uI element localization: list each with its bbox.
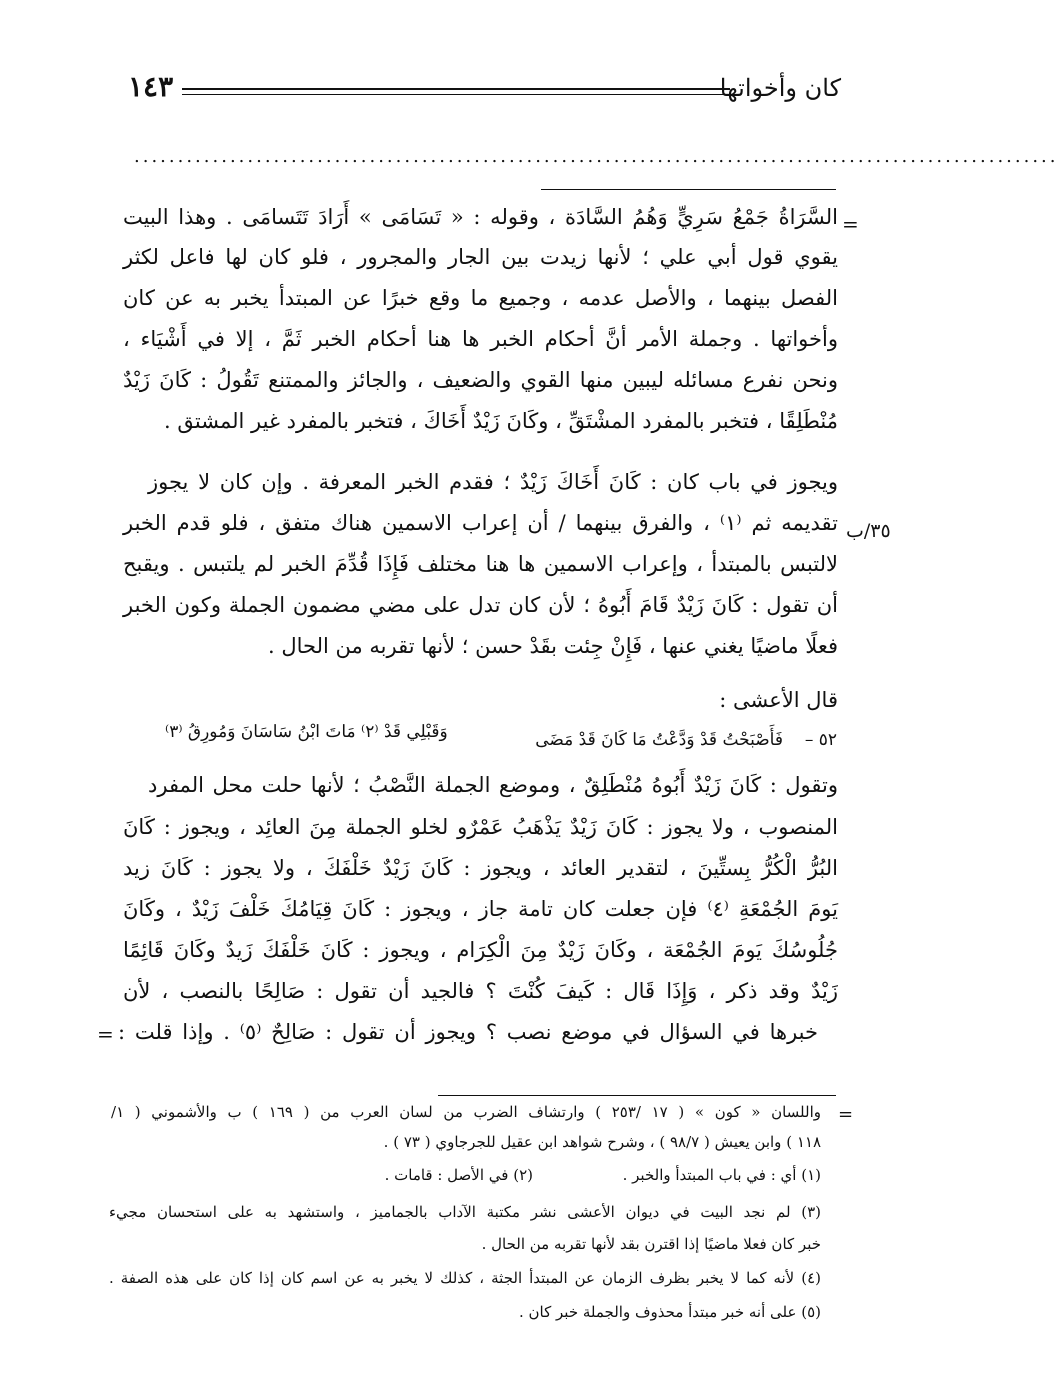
body-line: جُلُوسُكَ يَومَ الجُمْعَة ، وكَانَ زَيْدٌ مِنَ الْكِرَام ، ويجوز : كَانَ خَلْفَكَ زَيدٌ وكَانَ قَائِمًا: [123, 938, 838, 962]
footnote-continuation-line: واللسان « كون » ( ١٧ /٢٥٣ ) وارتشاف الضرب من لسان العرب من ( ١٦٩ ) ب والأشموني ( ١/: [111, 1103, 821, 1121]
verse-second-hemistich: وَقَبْلِي قَدْ ⁽٢⁾ مَاتَ ابْنُ سَاسَانَ وَمُورِقُ ⁽٣⁾: [165, 722, 448, 742]
footnote-continuation-marker: =: [838, 1104, 854, 1125]
footnote-5: (٥) على أنه خبر مبتدأ محذوف والجملة خبر كان .: [519, 1303, 821, 1321]
continuation-marker-bottom: =: [97, 1022, 114, 1046]
body-line: وتقول : كَانَ زَيْدٌ أَبُوهُ مُنْطَلِقٌ ، وموضع الجملة النَّصْبُ ؛ لأنها حلت محل المفرد: [148, 773, 838, 797]
body-line: السَّرَاةُ جَمْعُ سَرِيٍّ وَهُمُ السَّادَة ، وقوله : « تَسَامَى » أَرَادَ تَتَسامَى . وهذا البيت: [123, 205, 838, 229]
running-header-title: كان وأخواتها: [719, 74, 841, 102]
body-line: فعلًا ماضيًا يغني عنها ، فَإِنْ جِئت بقَدْ حسن ؛ لأنها تقربه من الحال .: [268, 634, 838, 658]
body-line: يقوي قول أبي علي ؛ لأنها زيدت بين الجار والمجرور ، فلو كان لها فاعل لكثر: [123, 245, 838, 269]
header-rule: [182, 88, 730, 90]
body-line: يَومَ الجُمْعَةِ ⁽٤⁾ فإن جعلت كان تامة جاز ، ويجوز : كَانَ قِيَامُكَ خَلْفَ زَيْدٌ ، وكَانَ: [123, 897, 838, 921]
continuation-marker-top: =: [842, 212, 859, 236]
verse-number: ٥٢ –: [804, 730, 837, 750]
manuscript-folio-note: ٣٥/ب: [846, 520, 891, 542]
footnote-3-line: (٣) لم نجد البيت في ديوان الأعشى نشر مكتبة الآداب بالجماميز ، واستشهد به على استحسان مجيء: [109, 1203, 821, 1221]
body-line: وأخواتها . وجملة الأمر أنَّ أحكام الخبر ها هنا أحكام الخبر ثَمَّ ، إلا في أَشْيَاء ،: [123, 327, 838, 351]
body-line: المنصوب ، ولا يجوز : كَانَ زَيْدٌ يَذْهَبُ عَمْرٌو لخلو الجملة مِنَ العائِد ، ويجوز : كَانَ: [123, 815, 838, 839]
footnote-rule: [438, 1095, 836, 1096]
body-line: البُرُّ الْكُرُّ بِستِّينَ ، لتقدير العائد ، ويجوز : كَانَ زَيْدٌ خَلْفَكَ ، ولا يجوز : كَانَ زيد: [123, 856, 838, 880]
footnote-4: (٤) لأنه كما لا يخبر بظرف الزمان عن المبتدأ الجثة ، كذلك لا يخبر به عن اسم كان إذا كان على هذه الصفة .: [109, 1269, 821, 1287]
body-line: ويجوز في باب كان : كَانَ أَخَاكَ زَيْدٌ ؛ فقدم الخبر المعرفة . وإن كان لا يجوز: [148, 470, 838, 494]
dotted-separator: ..........................................................................................................: [134, 146, 1059, 167]
verse-first-hemistich: فَأَصْبَحْتُ قَدْ وَدَّعْتُ مَا كَانَ قَدْ مَضَى: [535, 730, 783, 750]
body-line: زَيْدٌ وقد ذكر ، وَإِذَا قَال : كَيفَ كُنْتَ ؟ فالجيد أن تقول : صَالِحًا بالنصب ، لأن: [123, 979, 838, 1003]
body-line: قال الأعشى :: [719, 688, 838, 712]
body-line: مُنْطَلِقًا ، فتخبر بالمفرد المشْتَقِّ ، وكَانَ زَيْدٌ أَخَاكَ ، فتخبر بالمفرد غير المشتق .: [164, 409, 838, 433]
body-line: الفصل بينهما ، والأصل عدمه ، وجميع ما وقع خبرًا عن المبتدأ يخبر به عن كان: [123, 286, 838, 310]
footnote-1: (١) أي : في باب المبتدأ والخبر .: [622, 1166, 821, 1184]
footnote-continuation-line: ١١٨ ) وابن يعيش ( ٩٨/٧ ) ، وشرح شواهد ابن عقيل للجرجاوي ( ٧٣ ) .: [383, 1133, 821, 1151]
footnote-3-line: خبر كان فعلا ماضيًا إذا اقترن بقد لأنها تقربه من الحال .: [481, 1235, 821, 1253]
body-line: خبرها في السؤال في موضع نصب ؟ ويجوز أن تقول : صَالِحٌ ⁽٥⁾ . وإذا قلت :: [118, 1020, 818, 1044]
header-rule-thin: [182, 94, 730, 95]
page-number: ١٤٣: [128, 70, 174, 103]
section-rule: [541, 189, 836, 190]
body-line: ونحن نفرع مسائله ليبين منها القوي والضعيف ، والجائز والممتنع تَقُولُ : كَانَ زَيْدٌ: [123, 368, 838, 392]
body-line: تقديمه ثم ⁽١⁾ ، والفرق بينهما / أن إعراب الاسمين هناك متفق ، فلو قدم الخبر: [123, 511, 838, 535]
body-line: أن تقول : كَانَ زَيْدٌ قَامَ أَبُوهُ ؛ لأن كان تدل على مضي مضمون الجملة وكون الخبر: [123, 593, 838, 617]
body-line: لالتبس بالمبتدأ ، وإعراب الاسمين ها هنا مختلف فَإِذَا قُدِّمَ الخبر لم يلتبس . ويقبح: [123, 552, 838, 576]
footnote-2: (٢) في الأصل : قامات .: [384, 1166, 533, 1184]
